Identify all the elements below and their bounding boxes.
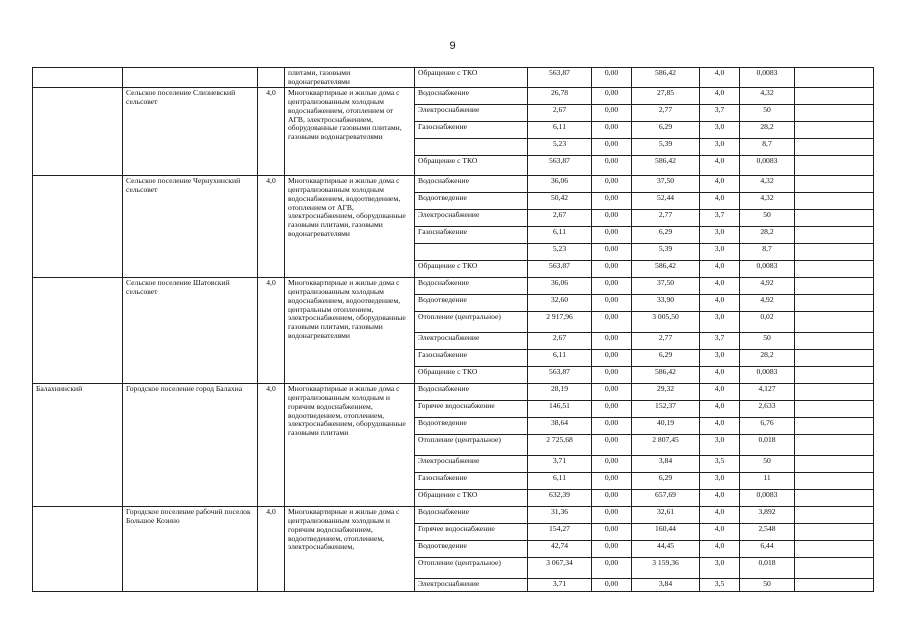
service-name-cell: Водоснабжение — [415, 384, 528, 401]
consumption-norm-cell: 0,018 — [740, 435, 795, 456]
growth-pct-cell: 4,0 — [700, 68, 740, 88]
table-row — [33, 88, 874, 105]
service-name-cell — [415, 139, 528, 156]
service-name-cell: Обращение с ТКО — [415, 261, 528, 278]
empty-cell — [795, 435, 874, 456]
district-cell — [33, 88, 123, 176]
empty-cell — [795, 105, 874, 122]
delta-cell: 0,00 — [592, 384, 632, 401]
district-cell — [33, 68, 123, 88]
service-name-cell: Отопление (центральное) — [415, 312, 528, 333]
growth-pct-cell: 4,0 — [700, 541, 740, 558]
tariff-new-cell: 3,84 — [632, 579, 700, 592]
tariff-current-cell: 563,87 — [528, 367, 592, 384]
empty-cell — [795, 261, 874, 278]
settlement-cell: Городское поселение город Балахна — [123, 384, 258, 507]
consumption-norm-cell: 4,127 — [740, 384, 795, 401]
service-name-cell: Газоснабжение — [415, 473, 528, 490]
tariff-current-cell: 36,06 — [528, 278, 592, 295]
norm-cell: 4,0 — [258, 88, 285, 176]
consumption-norm-cell: 0,0083 — [740, 490, 795, 507]
service-name-cell: Водоотведение — [415, 418, 528, 435]
tariff-new-cell: 52,44 — [632, 193, 700, 210]
consumption-norm-cell: 28,2 — [740, 227, 795, 244]
growth-pct-cell: 3,0 — [700, 473, 740, 490]
delta-cell: 0,00 — [592, 105, 632, 122]
delta-cell: 0,00 — [592, 579, 632, 592]
empty-cell — [795, 227, 874, 244]
consumption-norm-cell: 50 — [740, 456, 795, 473]
tariff-current-cell: 6,11 — [528, 227, 592, 244]
growth-pct-cell: 4,0 — [700, 88, 740, 105]
tariff-current-cell: 3,71 — [528, 456, 592, 473]
delta-cell: 0,00 — [592, 68, 632, 88]
tariff-current-cell: 38,64 — [528, 418, 592, 435]
growth-pct-cell: 4,0 — [700, 384, 740, 401]
empty-cell — [795, 176, 874, 193]
growth-pct-cell: 3,5 — [700, 579, 740, 592]
delta-cell: 0,00 — [592, 456, 632, 473]
growth-pct-cell: 4,0 — [700, 490, 740, 507]
district-cell — [33, 278, 123, 384]
empty-cell — [795, 244, 874, 261]
consumption-norm-cell: 2,633 — [740, 401, 795, 418]
growth-pct-cell: 3,7 — [700, 210, 740, 227]
tariff-new-cell: 33,90 — [632, 295, 700, 312]
growth-pct-cell: 3,0 — [700, 312, 740, 333]
service-name-cell: Отопление (центральное) — [415, 558, 528, 579]
empty-cell — [795, 333, 874, 350]
service-name-cell: Горячее водоснабжение — [415, 401, 528, 418]
tariff-new-cell: 3 159,36 — [632, 558, 700, 579]
growth-pct-cell: 3,7 — [700, 333, 740, 350]
service-name-cell: Газоснабжение — [415, 227, 528, 244]
empty-cell — [795, 88, 874, 105]
delta-cell: 0,00 — [592, 176, 632, 193]
tariff-current-cell: 2 917,96 — [528, 312, 592, 333]
empty-cell — [795, 541, 874, 558]
delta-cell: 0,00 — [592, 473, 632, 490]
empty-cell — [795, 579, 874, 592]
service-name-cell: Газоснабжение — [415, 350, 528, 367]
consumption-norm-cell: 0,0083 — [740, 68, 795, 88]
empty-cell — [795, 312, 874, 333]
consumption-norm-cell: 4,92 — [740, 295, 795, 312]
tariff-current-cell: 31,36 — [528, 507, 592, 524]
tariff-current-cell: 42,74 — [528, 541, 592, 558]
tariff-current-cell: 563,87 — [528, 68, 592, 88]
housing-cell: Многоквартирные и жилые дома с централизованным холодным и горячим водоснабжением, водоотведением, отоплением, электроснабжением, оборудованные газовыми плитами — [285, 384, 415, 507]
tariff-new-cell: 657,69 — [632, 490, 700, 507]
delta-cell: 0,00 — [592, 333, 632, 350]
empty-cell — [795, 278, 874, 295]
consumption-norm-cell: 6,76 — [740, 418, 795, 435]
consumption-norm-cell: 0,0083 — [740, 156, 795, 176]
delta-cell: 0,00 — [592, 278, 632, 295]
service-name-cell: Обращение с ТКО — [415, 156, 528, 176]
tariff-new-cell: 586,42 — [632, 261, 700, 278]
delta-cell: 0,00 — [592, 507, 632, 524]
tariff-new-cell: 37,50 — [632, 278, 700, 295]
delta-cell: 0,00 — [592, 261, 632, 278]
tariff-new-cell: 2,77 — [632, 210, 700, 227]
growth-pct-cell: 3,0 — [700, 227, 740, 244]
empty-cell — [795, 210, 874, 227]
tariff-new-cell: 586,42 — [632, 156, 700, 176]
tariff-new-cell: 5,39 — [632, 244, 700, 261]
delta-cell: 0,00 — [592, 490, 632, 507]
delta-cell: 0,00 — [592, 295, 632, 312]
service-name-cell: Водоснабжение — [415, 88, 528, 105]
tariff-current-cell: 6,11 — [528, 350, 592, 367]
growth-pct-cell: 3,0 — [700, 558, 740, 579]
service-name-cell: Электроснабжение — [415, 210, 528, 227]
settlement-cell — [123, 68, 258, 88]
growth-pct-cell: 4,0 — [700, 261, 740, 278]
delta-cell: 0,00 — [592, 156, 632, 176]
tariff-current-cell: 2,67 — [528, 333, 592, 350]
tariff-new-cell: 6,29 — [632, 122, 700, 139]
consumption-norm-cell: 50 — [740, 579, 795, 592]
growth-pct-cell: 4,0 — [700, 278, 740, 295]
tariff-current-cell: 3 067,34 — [528, 558, 592, 579]
delta-cell: 0,00 — [592, 193, 632, 210]
delta-cell: 0,00 — [592, 401, 632, 418]
service-name-cell: Водоотведение — [415, 193, 528, 210]
empty-cell — [795, 350, 874, 367]
norm-cell — [258, 68, 285, 88]
tariff-new-cell: 40,19 — [632, 418, 700, 435]
delta-cell: 0,00 — [592, 88, 632, 105]
delta-cell: 0,00 — [592, 558, 632, 579]
delta-cell: 0,00 — [592, 524, 632, 541]
service-name-cell: Водоотведение — [415, 295, 528, 312]
district-cell — [33, 176, 123, 278]
table-body — [33, 68, 874, 592]
consumption-norm-cell: 6,44 — [740, 541, 795, 558]
tariff-current-cell: 154,27 — [528, 524, 592, 541]
consumption-norm-cell: 2,548 — [740, 524, 795, 541]
tariff-current-cell: 632,39 — [528, 490, 592, 507]
norm-cell: 4,0 — [258, 176, 285, 278]
tariff-current-cell: 563,87 — [528, 156, 592, 176]
table-row — [33, 384, 874, 401]
delta-cell: 0,00 — [592, 227, 632, 244]
service-name-cell: Отопление (центральное) — [415, 435, 528, 456]
tariff-new-cell: 2,77 — [632, 333, 700, 350]
empty-cell — [795, 456, 874, 473]
service-name-cell: Водоснабжение — [415, 176, 528, 193]
tariff-new-cell: 6,29 — [632, 473, 700, 490]
tariff-new-cell: 6,29 — [632, 227, 700, 244]
growth-pct-cell: 3,0 — [700, 435, 740, 456]
empty-cell — [795, 490, 874, 507]
tariff-new-cell: 37,50 — [632, 176, 700, 193]
consumption-norm-cell: 8,7 — [740, 244, 795, 261]
settlement-cell: Городское поселение рабочий поселок Большое Козино — [123, 507, 258, 592]
service-name-cell: Обращение с ТКО — [415, 490, 528, 507]
consumption-norm-cell: 11 — [740, 473, 795, 490]
growth-pct-cell: 4,0 — [700, 367, 740, 384]
empty-cell — [795, 524, 874, 541]
consumption-norm-cell: 50 — [740, 105, 795, 122]
norm-cell: 4,0 — [258, 507, 285, 592]
tariff-current-cell: 28,19 — [528, 384, 592, 401]
table-row — [33, 278, 874, 295]
tariff-new-cell: 2 807,45 — [632, 435, 700, 456]
service-name-cell: Горячее водоснабжение — [415, 524, 528, 541]
tariff-current-cell: 3,71 — [528, 579, 592, 592]
table-row — [33, 507, 874, 524]
service-name-cell: Водоотведение — [415, 541, 528, 558]
tariff-current-cell: 146,51 — [528, 401, 592, 418]
consumption-norm-cell: 50 — [740, 210, 795, 227]
housing-cell: плитами, газовыми водонагревателями — [285, 68, 415, 88]
tariff-current-cell: 26,78 — [528, 88, 592, 105]
growth-pct-cell: 3,0 — [700, 139, 740, 156]
growth-pct-cell: 3,0 — [700, 244, 740, 261]
norm-cell: 4,0 — [258, 278, 285, 384]
settlement-cell: Сельское поселение Шатовский сельсовет — [123, 278, 258, 384]
empty-cell — [795, 418, 874, 435]
empty-cell — [795, 68, 874, 88]
tariff-current-cell: 2,67 — [528, 210, 592, 227]
growth-pct-cell: 4,0 — [700, 156, 740, 176]
table-row — [33, 68, 874, 88]
delta-cell: 0,00 — [592, 367, 632, 384]
tariff-new-cell: 152,37 — [632, 401, 700, 418]
service-name-cell: Водоснабжение — [415, 507, 528, 524]
empty-cell — [795, 473, 874, 490]
tariff-current-cell: 563,87 — [528, 261, 592, 278]
tariff-current-cell: 50,42 — [528, 193, 592, 210]
empty-cell — [795, 401, 874, 418]
service-name-cell — [415, 244, 528, 261]
consumption-norm-cell: 4,32 — [740, 193, 795, 210]
delta-cell: 0,00 — [592, 210, 632, 227]
growth-pct-cell: 3,5 — [700, 456, 740, 473]
growth-pct-cell: 4,0 — [700, 418, 740, 435]
delta-cell: 0,00 — [592, 418, 632, 435]
service-name-cell: Электроснабжение — [415, 579, 528, 592]
tariff-new-cell: 3 005,50 — [632, 312, 700, 333]
delta-cell: 0,00 — [592, 244, 632, 261]
delta-cell: 0,00 — [592, 350, 632, 367]
consumption-norm-cell: 0,0083 — [740, 367, 795, 384]
tariff-current-cell: 5,23 — [528, 244, 592, 261]
page-number: 9 — [449, 40, 456, 52]
consumption-norm-cell: 8,7 — [740, 139, 795, 156]
tariff-new-cell: 586,42 — [632, 367, 700, 384]
growth-pct-cell: 4,0 — [700, 507, 740, 524]
consumption-norm-cell: 4,32 — [740, 176, 795, 193]
empty-cell — [795, 139, 874, 156]
tariff-current-cell: 6,11 — [528, 122, 592, 139]
delta-cell: 0,00 — [592, 312, 632, 333]
service-name-cell: Электроснабжение — [415, 333, 528, 350]
tariff-current-cell: 5,23 — [528, 139, 592, 156]
service-name-cell: Газоснабжение — [415, 122, 528, 139]
tariff-new-cell: 6,29 — [632, 350, 700, 367]
service-name-cell: Водоснабжение — [415, 278, 528, 295]
consumption-norm-cell: 0,02 — [740, 312, 795, 333]
tariff-current-cell: 2,67 — [528, 105, 592, 122]
growth-pct-cell: 4,0 — [700, 295, 740, 312]
district-cell — [33, 507, 123, 592]
delta-cell: 0,00 — [592, 541, 632, 558]
growth-pct-cell: 3,7 — [700, 105, 740, 122]
tariff-new-cell: 29,32 — [632, 384, 700, 401]
consumption-norm-cell: 4,92 — [740, 278, 795, 295]
tariff-new-cell: 586,42 — [632, 68, 700, 88]
housing-cell: Многоквартирные и жилые дома с централизованным холодным водоснабжением, отоплением от АГВ, электроснабжением, оборудованные газовыми плитами, газовыми водонагревателями — [285, 88, 415, 176]
service-name-cell: Электроснабжение — [415, 456, 528, 473]
service-name-cell: Электроснабжение — [415, 105, 528, 122]
settlement-cell: Сельское поселение Слизневский сельсовет — [123, 88, 258, 176]
consumption-norm-cell: 28,2 — [740, 350, 795, 367]
growth-pct-cell: 4,0 — [700, 401, 740, 418]
tariff-current-cell: 32,60 — [528, 295, 592, 312]
growth-pct-cell: 3,0 — [700, 350, 740, 367]
consumption-norm-cell: 4,32 — [740, 88, 795, 105]
empty-cell — [795, 507, 874, 524]
tariff-new-cell: 2,77 — [632, 105, 700, 122]
growth-pct-cell: 3,0 — [700, 122, 740, 139]
empty-cell — [795, 193, 874, 210]
housing-cell: Многоквартирные и жилые дома с централизованным холодным водоснабжением, водоотведением, центральным отоплением, электроснабжением, оборудованные газовыми плитами, газовыми водонагревателями — [285, 278, 415, 384]
growth-pct-cell: 4,0 — [700, 193, 740, 210]
empty-cell — [795, 558, 874, 579]
tariff-current-cell: 2 725,68 — [528, 435, 592, 456]
housing-cell: Многоквартирные и жилые дома с централизованным холодным и горячим водоснабжением, водоотведением, отоплением, электроснабжением, — [285, 507, 415, 592]
consumption-norm-cell: 50 — [740, 333, 795, 350]
service-name-cell: Обращение с ТКО — [415, 68, 528, 88]
consumption-norm-cell: 0,0083 — [740, 261, 795, 278]
tariff-current-cell: 6,11 — [528, 473, 592, 490]
delta-cell: 0,00 — [592, 435, 632, 456]
settlement-cell: Сельское поселение Чернухинский сельсовет — [123, 176, 258, 278]
tariff-new-cell: 3,84 — [632, 456, 700, 473]
empty-cell — [795, 122, 874, 139]
norm-cell: 4,0 — [258, 384, 285, 507]
empty-cell — [795, 156, 874, 176]
service-name-cell: Обращение с ТКО — [415, 367, 528, 384]
table-row — [33, 176, 874, 193]
empty-cell — [795, 384, 874, 401]
tariff-new-cell: 44,45 — [632, 541, 700, 558]
consumption-norm-cell: 28,2 — [740, 122, 795, 139]
tariff-new-cell: 5,39 — [632, 139, 700, 156]
consumption-norm-cell: 0,018 — [740, 558, 795, 579]
delta-cell: 0,00 — [592, 139, 632, 156]
tariff-current-cell: 36,06 — [528, 176, 592, 193]
housing-cell: Многоквартирные и жилые дома с централизованным холодным водоснабжением, водоотведением, отоплением от АГВ, электроснабжением, оборудованные газовыми плитами, газовыми водонагревателями — [285, 176, 415, 278]
consumption-norm-cell: 3,892 — [740, 507, 795, 524]
empty-cell — [795, 295, 874, 312]
delta-cell: 0,00 — [592, 122, 632, 139]
growth-pct-cell: 4,0 — [700, 524, 740, 541]
tariff-new-cell: 160,44 — [632, 524, 700, 541]
tariff-table — [32, 67, 874, 592]
growth-pct-cell: 4,0 — [700, 176, 740, 193]
tariff-new-cell: 27,85 — [632, 88, 700, 105]
district-cell: Балахнинский — [33, 384, 123, 507]
tariff-new-cell: 32,61 — [632, 507, 700, 524]
empty-cell — [795, 367, 874, 384]
